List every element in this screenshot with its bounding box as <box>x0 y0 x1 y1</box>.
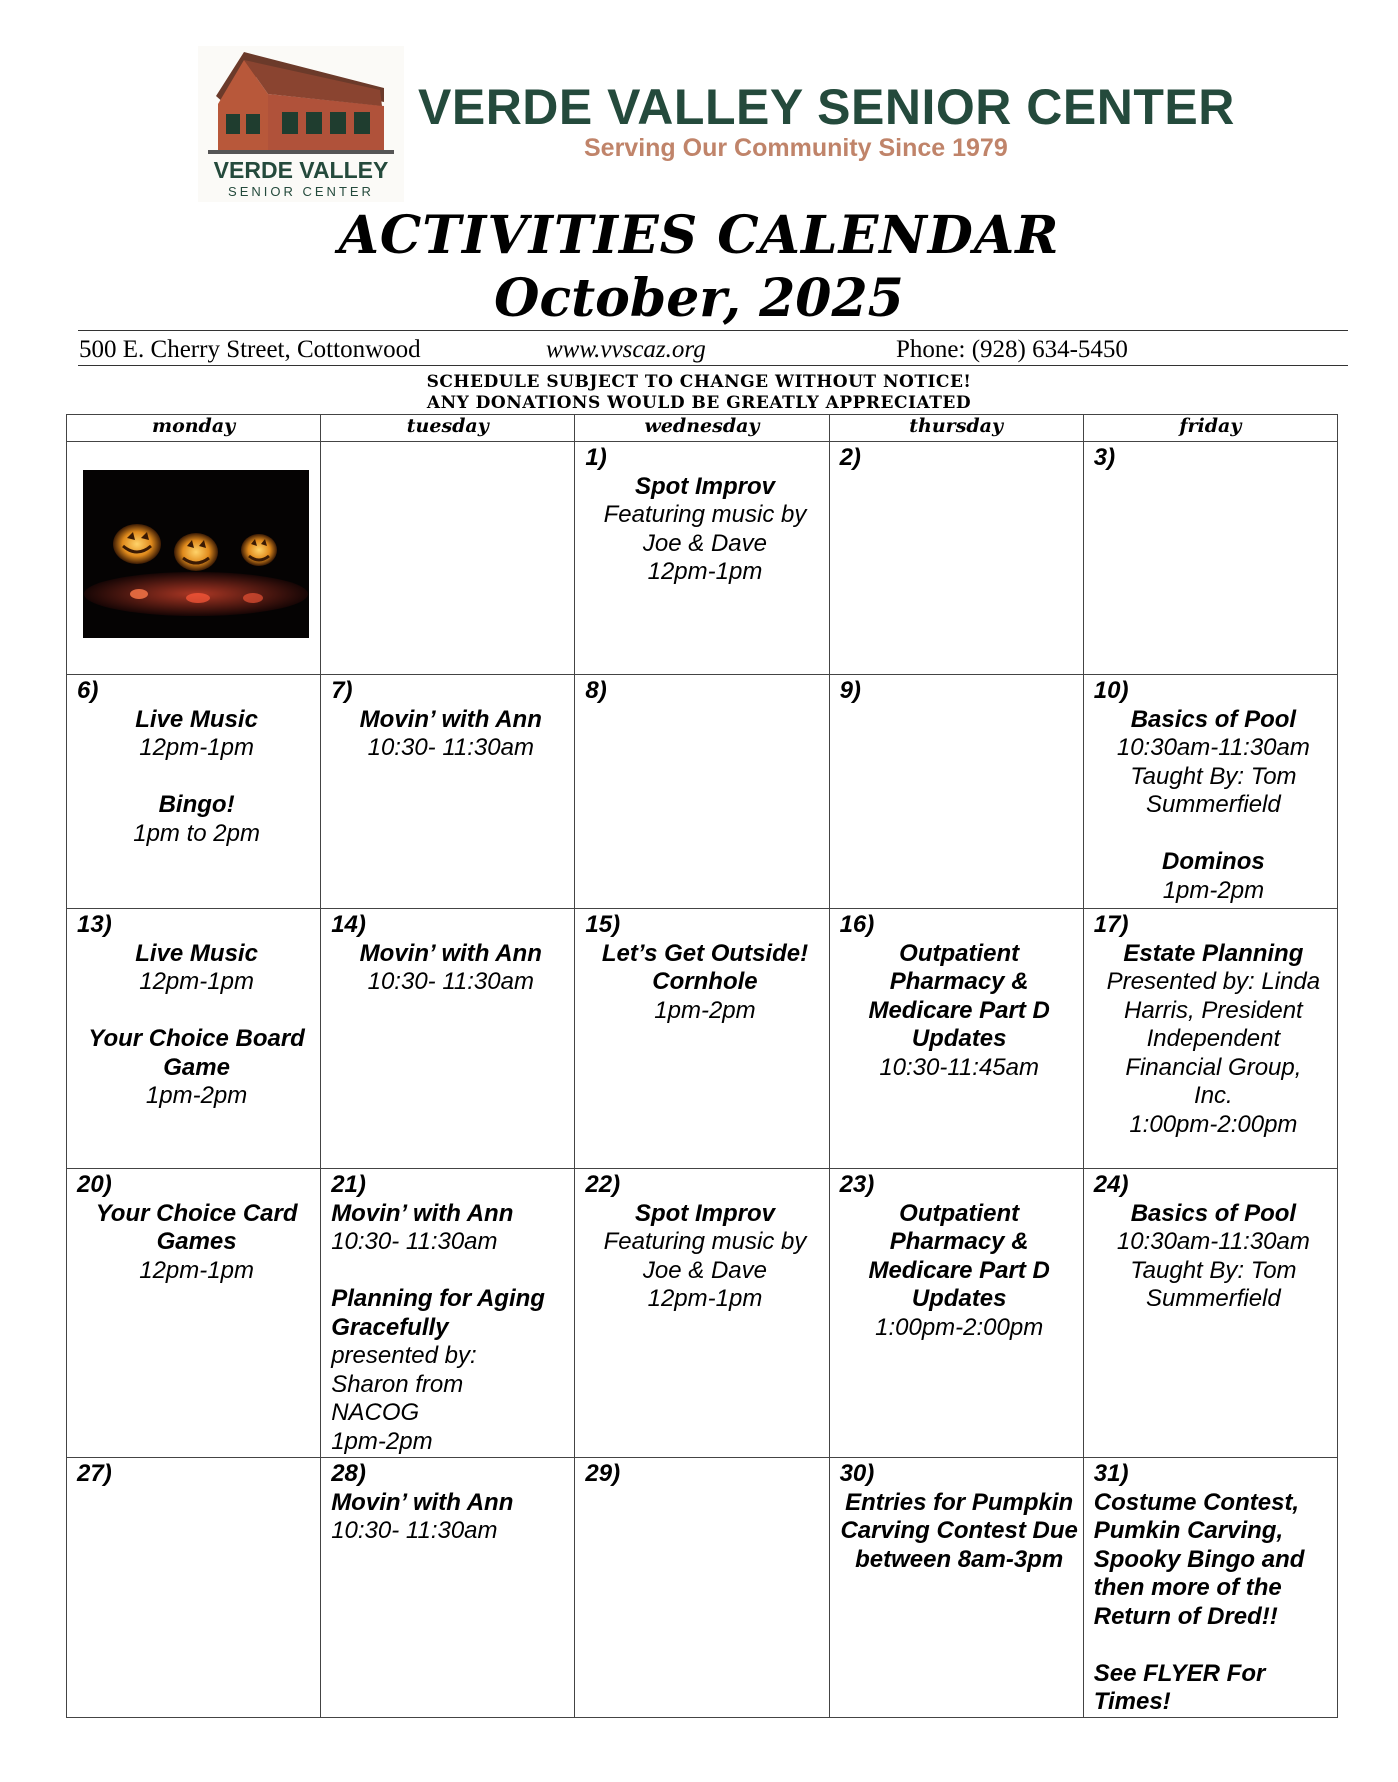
event-title: Movin’ with Ann <box>359 939 542 967</box>
event-title: Live Music <box>135 939 258 967</box>
senior-center-logo <box>198 46 404 202</box>
event-title: Movin’ with Ann <box>359 705 542 733</box>
event-detail: Taught By: Tom <box>1130 762 1297 790</box>
event-detail: Summerfield <box>1146 791 1281 818</box>
day-cell <box>1083 1458 1337 1718</box>
event-detail: 10:30am-11:30am <box>1116 1228 1310 1255</box>
page-header <box>0 0 1398 330</box>
weekday-header-friday: friday <box>1083 415 1337 442</box>
week-row <box>67 909 1338 1169</box>
day-cell <box>575 909 829 1169</box>
event-detail: 10:30- 11:30am <box>331 1228 498 1255</box>
event-title: Outpatient Pharmacy & Medicare Part D Updates <box>868 939 1050 1052</box>
day-number: 20) <box>77 1171 112 1198</box>
day-cell <box>829 1169 1083 1458</box>
event-title: See FLYER For Times! <box>1093 1659 1266 1715</box>
event-title: Movin’ with Ann <box>331 1488 514 1516</box>
event-title: Dominos <box>1162 848 1265 875</box>
event-detail: 10:30- 11:30am <box>331 1517 498 1544</box>
event-detail: 10:30- 11:30am <box>367 968 534 995</box>
event-title: Bingo! <box>158 791 235 818</box>
event-detail: 12pm-1pm <box>647 558 763 585</box>
day-number: 9) <box>839 677 861 704</box>
day-number: 21) <box>331 1171 366 1198</box>
event-detail: NACOG <box>331 1399 420 1426</box>
event-title: Entries for Pumpkin Carving Contest Due between 8am-3pm <box>840 1488 1078 1573</box>
event-detail: 1pm-2pm <box>654 996 756 1024</box>
day-cell <box>829 442 1083 675</box>
day-number: 14) <box>331 911 366 938</box>
notice-line-1: SCHEDULE SUBJECT TO CHANGE WITHOUT NOTICE! <box>426 372 972 392</box>
event-detail: 12pm-1pm <box>647 1285 763 1312</box>
day-cell <box>1083 909 1337 1169</box>
website-link[interactable]: www.vvscaz.org <box>546 336 706 363</box>
day-cell <box>67 909 321 1169</box>
day-number: 30) <box>839 1460 875 1487</box>
event-title: Live Music <box>135 705 258 733</box>
day-number: 17) <box>1093 911 1129 938</box>
day-cell <box>575 1169 829 1458</box>
event-detail: Joe & Dave <box>642 529 767 557</box>
event-title: Spot Improv <box>634 1199 775 1227</box>
calendar-month: October, 2025 <box>494 268 904 329</box>
event-title: Estate Planning <box>1123 939 1304 967</box>
day-number: 15) <box>585 911 621 938</box>
event-detail: 1pm-2pm <box>331 1427 433 1455</box>
event-title: Basics of Pool <box>1130 705 1297 733</box>
day-cell <box>67 1169 321 1458</box>
notice-line-2: ANY DONATIONS WOULD BE GREATLY APPRECIATED <box>426 393 972 413</box>
event-detail: Independent <box>1146 1025 1281 1052</box>
day-cell <box>67 675 321 909</box>
event-detail: Featuring music by <box>603 501 807 528</box>
day-number: 8) <box>585 677 607 704</box>
event-title: Planning for Aging Gracefully <box>331 1285 545 1341</box>
event-detail: Joe & Dave <box>642 1256 767 1284</box>
day-number: 27) <box>77 1460 112 1487</box>
day-cell <box>575 442 829 675</box>
day-cell <box>1083 1169 1337 1458</box>
event-detail: 1:00pm-2:00pm <box>1129 1110 1298 1138</box>
day-cell <box>829 675 1083 909</box>
day-cell <box>321 1458 575 1718</box>
event-spacer <box>1094 820 1333 849</box>
brand-name: VERDE VALLEY SENIOR CENTER <box>418 79 1235 135</box>
event-spacer <box>77 763 316 792</box>
event-detail: Inc. <box>1194 1082 1233 1109</box>
weekday-header-tuesday: tuesday <box>321 415 575 442</box>
day-cell <box>67 442 321 675</box>
day-cell <box>321 909 575 1169</box>
event-detail: 12pm-1pm <box>139 734 254 761</box>
week-row <box>67 442 1338 675</box>
event-detail: Featuring music by <box>603 1228 807 1255</box>
event-detail: 10:30-11:45am <box>879 1053 1039 1081</box>
day-cell <box>829 909 1083 1169</box>
event-title: Basics of Pool <box>1130 1199 1297 1227</box>
event-detail: 1:00pm-2:00pm <box>875 1313 1044 1341</box>
day-number: 22) <box>585 1171 621 1198</box>
svg-text:SENIOR CENTER: SENIOR CENTER <box>228 184 374 199</box>
day-cell <box>321 442 575 675</box>
day-number: 13) <box>77 911 112 938</box>
event-spacer <box>1094 1631 1333 1660</box>
jack-o-lanterns-photo <box>83 470 309 638</box>
event-title: Your Choice Board Game <box>88 1025 305 1081</box>
activities-calendar <box>66 414 1338 1718</box>
event-detail: Summerfield <box>1146 1285 1281 1312</box>
svg-text:VERDE VALLEY: VERDE VALLEY <box>213 157 389 183</box>
event-title: Your Choice Card Games <box>95 1199 298 1255</box>
event-detail: presented by: <box>331 1342 477 1369</box>
day-cell <box>575 1458 829 1718</box>
event-detail: Presented by: Linda <box>1106 968 1321 995</box>
day-number: 24) <box>1093 1171 1129 1198</box>
day-number: 29) <box>585 1460 621 1487</box>
day-number: 16) <box>839 911 875 938</box>
day-cell <box>575 675 829 909</box>
week-row <box>67 675 1338 909</box>
event-detail: 1pm to 2pm <box>133 819 260 847</box>
divider-top <box>78 330 1348 331</box>
event-detail: Financial Group, <box>1125 1053 1302 1081</box>
calendar-title: ACTIVITIES CALENDAR <box>338 205 1060 266</box>
day-number: 28) <box>331 1460 366 1487</box>
event-detail: Harris, President <box>1124 996 1303 1024</box>
event-title: Movin’ with Ann <box>331 1199 514 1227</box>
event-title: Let’s Get Outside! Cornhole <box>601 939 809 995</box>
weekday-header-wednesday: wednesday <box>575 415 829 442</box>
day-cell <box>1083 675 1337 909</box>
day-number: 6) <box>77 677 99 704</box>
weekday-header-row <box>67 415 1338 442</box>
day-number: 1) <box>585 444 607 471</box>
event-spacer <box>77 997 316 1026</box>
event-detail: 10:30am-11:30am <box>1116 734 1310 761</box>
event-detail: 12pm-1pm <box>139 968 254 995</box>
event-detail: Taught By: Tom <box>1130 1256 1297 1284</box>
week-row <box>67 1458 1338 1718</box>
day-number: 10) <box>1093 677 1129 704</box>
event-detail: 1pm-2pm <box>145 1082 248 1109</box>
event-detail: Sharon from <box>331 1370 464 1398</box>
event-spacer <box>331 1257 570 1286</box>
day-number: 31) <box>1093 1460 1129 1487</box>
event-title: Costume Contest, Pumkin Carving, Spooky Bingo and then more of the Return of Dred!! <box>1093 1488 1305 1630</box>
event-title: Spot Improv <box>634 472 775 500</box>
event-detail: 10:30- 11:30am <box>367 734 534 761</box>
day-number: 7) <box>331 677 353 704</box>
day-cell <box>321 1169 575 1458</box>
weekday-header-thursday: thursday <box>829 415 1083 442</box>
day-cell <box>829 1458 1083 1718</box>
weekday-header-monday: monday <box>67 415 321 442</box>
day-cell <box>67 1458 321 1718</box>
event-title: Outpatient Pharmacy & Medicare Part D Updates <box>868 1199 1050 1312</box>
day-number: 3) <box>1093 444 1116 471</box>
phone-number: Phone: (928) 634-5450 <box>896 336 1128 363</box>
address: 500 E. Cherry Street, Cottonwood <box>79 336 421 363</box>
day-number: 2) <box>839 444 861 471</box>
day-cell <box>1083 442 1337 675</box>
day-number: 23) <box>839 1171 875 1198</box>
day-cell <box>321 675 575 909</box>
brand-tagline: Serving Our Community Since 1979 <box>584 134 1008 162</box>
week-row <box>67 1169 1338 1458</box>
event-detail: 12pm-1pm <box>139 1256 254 1284</box>
event-detail: 1pm-2pm <box>1162 876 1265 904</box>
divider-bottom <box>78 365 1348 366</box>
